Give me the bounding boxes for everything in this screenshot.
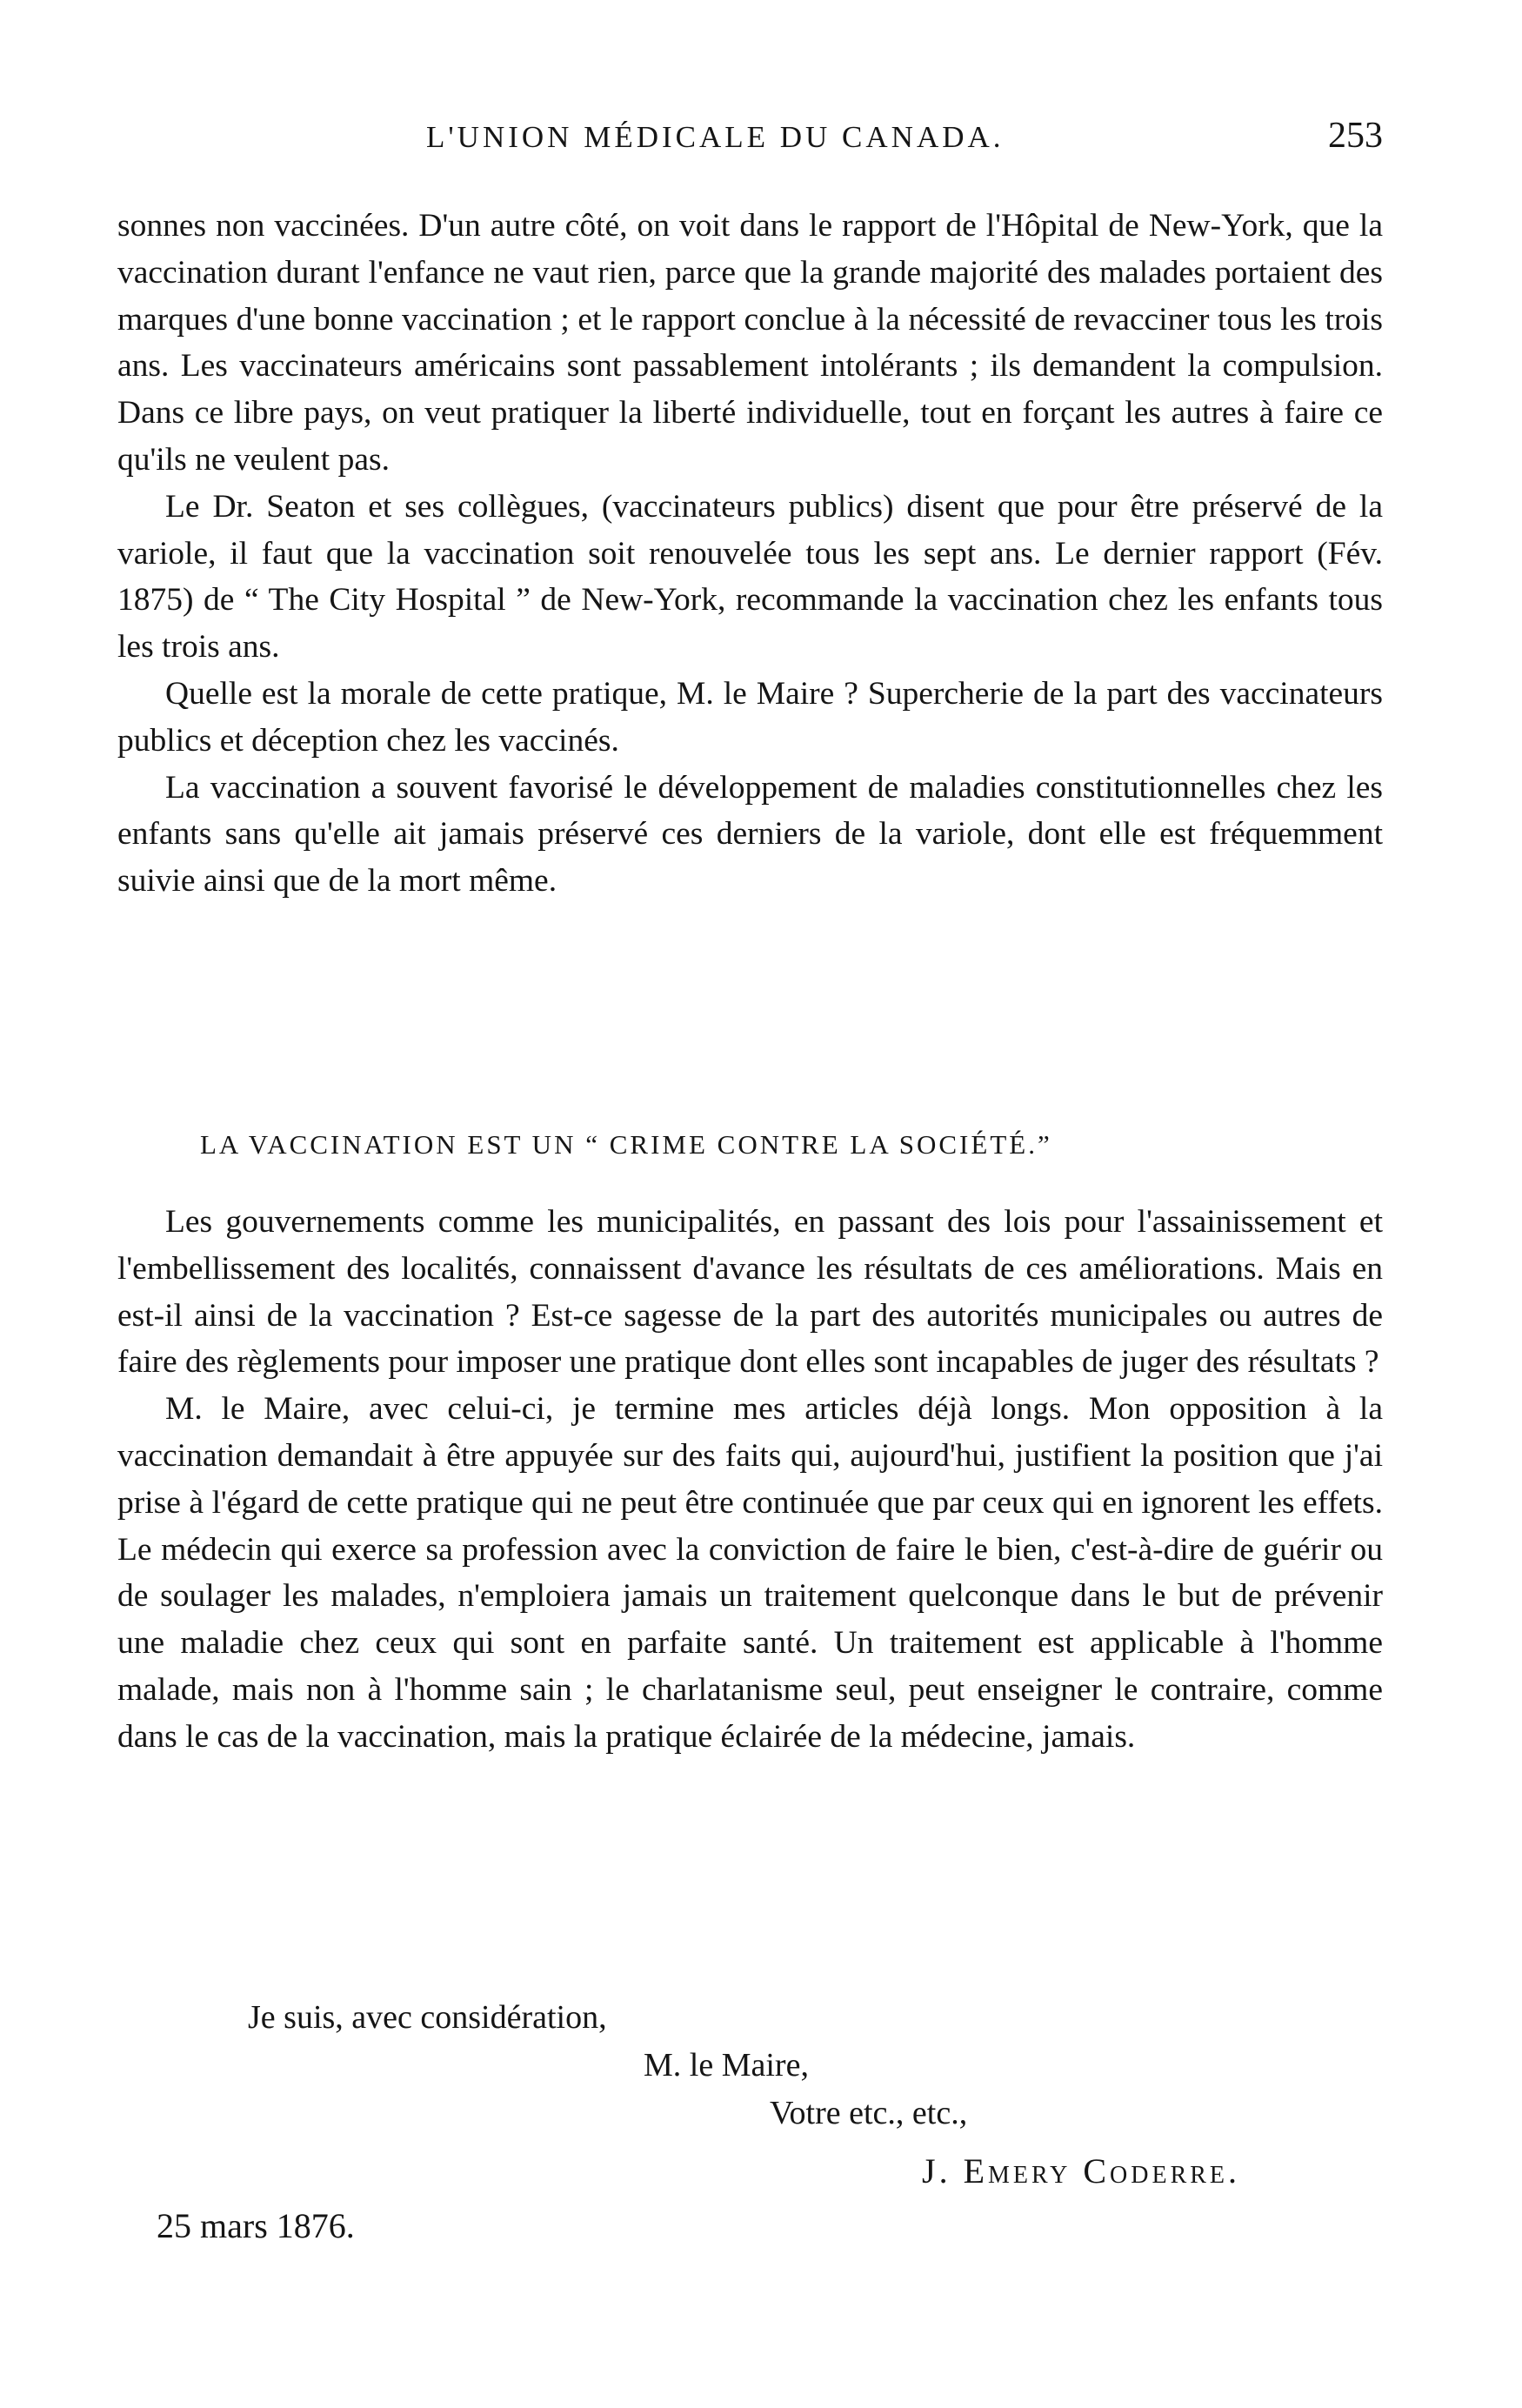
page-number: 253 <box>1328 116 1383 156</box>
text-block-after-heading <box>117 1199 1383 1761</box>
regards-line: Votre etc., etc., <box>770 2095 968 2131</box>
paragraph: Les gouvernements comme les municipalités, en passant des lois pour l'assainissement et l'embellissement des localités, connaissent d'avance les résultats de ces améliorations. Mais en est-il ainsi de la vaccination ? Est-ce sagesse de la part des autorités municipales ou autres de faire des règlements pour imposer une pratique dont elles sont incapables de juger des résultats ? <box>117 1204 1383 1381</box>
text-block-before-heading <box>117 203 1383 905</box>
paragraph-continuation: sonnes non vaccinées. D'un autre côté, on voit dans le rapport de l'Hôpital de New-York, que la vaccination durant l'enfance ne vaut rien, parce que la grande majorité des malades portaient des marques d'une bonne vaccination ; et le rapport conclue à la nécessité de revacciner tous les trois ans. Les vaccinateurs américains sont passablement intolérants ; ils demandent la compulsion. Dans ce libre pays, on veut pratiquer la liberté individuelle, tout en forçant les autres à faire ce qu'ils ne veulent pas. <box>117 208 1383 478</box>
section-heading: LA VACCINATION EST UN “ CRIME CONTRE LA SOCIÉTÉ.” <box>200 1129 1052 1160</box>
letter-date: 25 mars 1876. <box>157 2206 355 2245</box>
author-signature: J. Emery Coderre. <box>922 2151 1241 2191</box>
running-title: L'UNION MÉDICALE DU CANADA. <box>426 120 1005 154</box>
paragraph: M. le Maire, avec celui-ci, je termine mes articles déjà longs. Mon opposition à la vaccination demandait à être appuyée sur des faits qui, aujourd'hui, justifient la position que j'ai prise à l'égard de cette pratique qui ne peut être continuée que par ceux qui en ignorent les effets. Le médecin qui exerce sa profession avec la conviction de faire le bien, c'est-à-dire de guérir ou de soulager les malades, n'emploiera jamais un traitement quelconque dans le but de prévenir une maladie chez ceux qui sont en parfaite santé. Un traitement est applicable à l'homme malade, mais non à l'homme sain ; le charlatanisme seul, peut enseigner le contraire, comme dans le cas de la vaccination, mais la pratique éclairée de la médecine, jamais. <box>117 1391 1383 1755</box>
closing-line: Je suis, avec considération, <box>248 1999 607 2036</box>
salutation-line: M. le Maire, <box>644 2047 809 2084</box>
paragraph: Le Dr. Seaton et ses collègues, (vaccinateurs publics) disent que pour être préservé de la variole, il faut que la vaccination soit renouvelée tous les sept ans. Le dernier rapport (Fév. 1875) de “ The City Hospital ” de New-York, recommande la vaccination chez les enfants tous les trois ans. <box>117 488 1383 666</box>
paragraph: La vaccination a souvent favorisé le développement de maladies constitutionnelles chez les enfants sans qu'elle ait jamais préservé ces derniers de la variole, dont elle est fréquemment suivie ainsi que de la mort même. <box>117 769 1383 900</box>
paragraph: Quelle est la morale de cette pratique, M. le Maire ? Supercherie de la part des vaccinateurs publics et déception chez les vaccinés. <box>117 675 1383 759</box>
